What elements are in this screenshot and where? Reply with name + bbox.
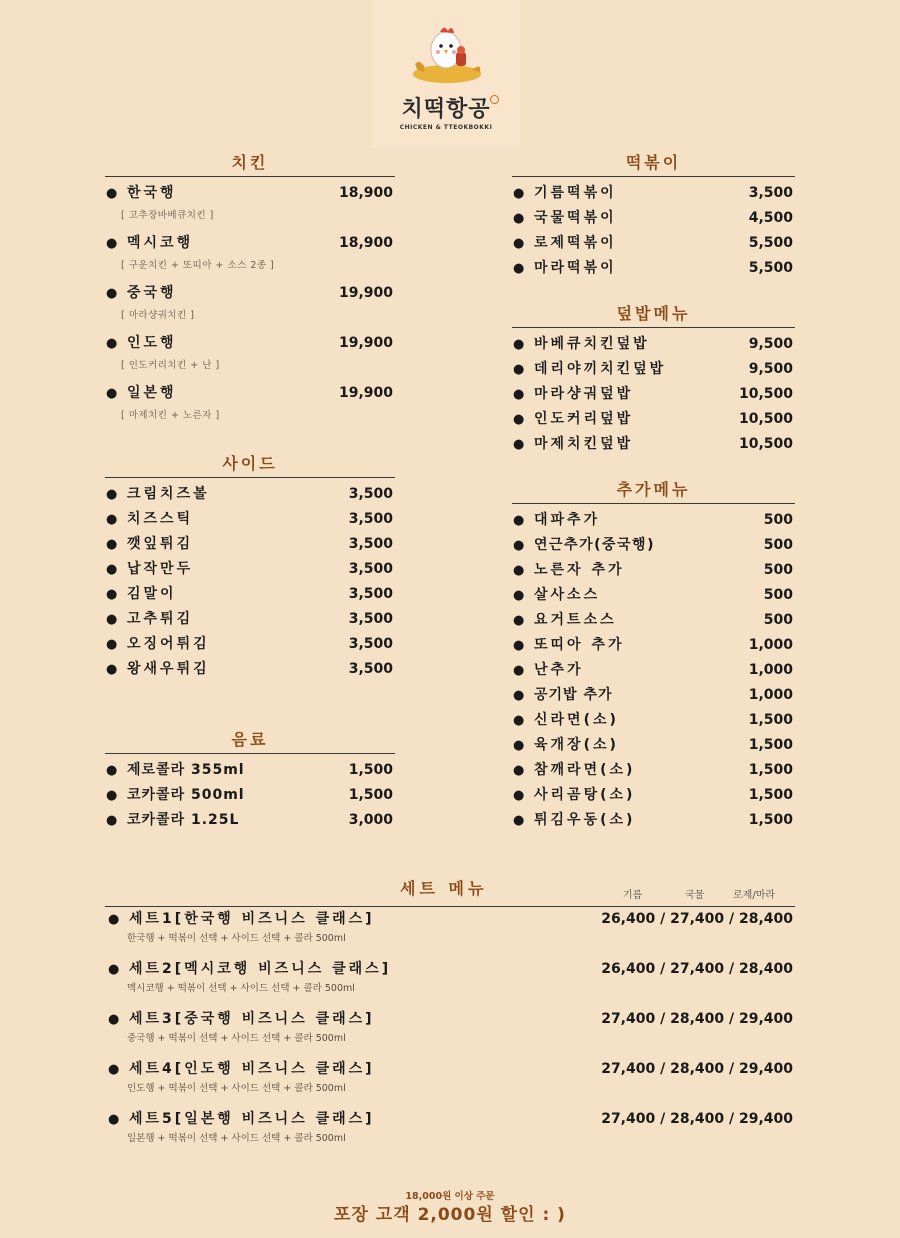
- set-col-label: 국물: [685, 890, 705, 901]
- logo: [372, 0, 520, 148]
- item-price: 1,000: [748, 637, 793, 653]
- menu-item: [512, 231, 795, 256]
- menu-item: [512, 808, 795, 833]
- menu-item: [105, 808, 395, 833]
- bullet: ●: [106, 763, 118, 778]
- set-col-label: 기름: [623, 890, 643, 901]
- bullet: ●: [513, 387, 525, 402]
- item-price: 1,500: [348, 787, 393, 803]
- item-price: 9,500: [748, 336, 793, 352]
- bullet: ●: [513, 236, 525, 251]
- bullet: ●: [106, 788, 118, 803]
- menu-item: [105, 582, 395, 607]
- set-name: 세트4[인도행 비즈니스 클래스]: [129, 1061, 375, 1077]
- item-desc: [ 마라샹궈치킨 ]: [121, 310, 195, 321]
- item-price: 19,900: [338, 335, 393, 351]
- item-price: 1,500: [748, 787, 793, 803]
- menu-item: [105, 231, 395, 281]
- item-name: 치즈스틱: [127, 511, 194, 527]
- bullet: ●: [513, 412, 525, 427]
- item-desc: [ 고추장바베큐치킨 ]: [121, 210, 214, 221]
- item-name: 사리곰탕(소): [534, 787, 636, 803]
- item-name: 제로콜라 355ml: [127, 762, 245, 778]
- bullet: ●: [106, 336, 118, 351]
- set-name: 세트3[중국행 비즈니스 클래스]: [129, 1011, 375, 1027]
- item-price: 1,500: [748, 712, 793, 728]
- item-price: 3,500: [348, 561, 393, 577]
- extra-title: 추가메뉴: [616, 480, 691, 499]
- side-section: [105, 451, 395, 682]
- item-name: 난추가: [534, 662, 584, 678]
- set-name: 세트2[멕시코행 비즈니스 클래스]: [129, 961, 392, 977]
- bullet: ●: [513, 638, 525, 653]
- item-price: 3,500: [348, 511, 393, 527]
- item-price: 500: [763, 562, 793, 578]
- chicken-mascot-icon: [410, 12, 484, 92]
- item-price: 10,500: [738, 411, 793, 427]
- item-price: 5,500: [748, 260, 793, 276]
- item-price: 3,500: [748, 185, 793, 201]
- drink-section: [105, 727, 395, 833]
- set-col-label: 로제/마라: [733, 890, 776, 901]
- item-name: 코카콜라 500ml: [127, 787, 245, 803]
- item-price: 4,500: [748, 210, 793, 226]
- item-desc: [ 구운치킨 + 또띠아 + 소스 2종 ]: [121, 260, 275, 271]
- item-name: 김말이: [127, 586, 177, 602]
- drink-title: 음료: [231, 730, 269, 749]
- menu-item: [105, 657, 395, 682]
- menu-item: [512, 758, 795, 783]
- brand-name: 치떡항공: [401, 97, 491, 122]
- bullet: ●: [106, 512, 118, 527]
- set-desc: 일본행 + 떡볶이 선택 + 사이드 선택 + 콜라 500ml: [127, 1133, 346, 1144]
- menu-item: [105, 507, 395, 532]
- extra-section: [512, 477, 795, 833]
- item-name: 중국행: [127, 285, 177, 301]
- item-price: 1,500: [748, 812, 793, 828]
- divider: [512, 503, 795, 504]
- menu-item: [105, 607, 395, 632]
- chicken-section: [105, 150, 395, 431]
- bullet: ●: [106, 236, 118, 251]
- menu-item: [105, 181, 395, 231]
- bullet: ●: [513, 788, 525, 803]
- bullet: ●: [106, 587, 118, 602]
- menu-item: [512, 533, 795, 558]
- side-title: 사이드: [222, 454, 278, 473]
- item-name: 연근추가(중국행): [534, 537, 655, 553]
- menu-item: [512, 407, 795, 432]
- item-name: 또띠아 추가: [534, 637, 625, 653]
- item-name: 오징어튀김: [127, 636, 210, 652]
- menu-item: [512, 382, 795, 407]
- set-price: 26,400 / 27,400 / 28,400: [601, 911, 793, 927]
- menu-item: [512, 708, 795, 733]
- item-name: 대파추가: [534, 512, 601, 528]
- item-name: 튀김우동(소): [534, 812, 636, 828]
- bullet: ●: [106, 386, 118, 401]
- item-desc: [ 마제치킨 + 노른자 ]: [121, 410, 220, 421]
- menu-item: [105, 758, 395, 783]
- bullet: ●: [106, 637, 118, 652]
- bullet: ●: [106, 286, 118, 301]
- rice-section: [512, 301, 795, 457]
- item-name: 납작만두: [127, 561, 194, 577]
- bullet: ●: [513, 688, 525, 703]
- bullet: ●: [106, 186, 118, 201]
- item-name: 바베큐치킨덮밥: [534, 336, 650, 352]
- set-desc: 멕시코행 + 떡볶이 선택 + 사이드 선택 + 콜라 500ml: [127, 983, 355, 994]
- menu-item: [512, 206, 795, 231]
- item-name: 국물떡볶이: [534, 210, 617, 226]
- set-price: 27,400 / 28,400 / 29,400: [601, 1061, 793, 1077]
- menu-item: [105, 532, 395, 557]
- item-name: 데리야끼치킨덮밥: [534, 361, 667, 377]
- bullet: ●: [513, 588, 525, 603]
- item-name: 참깨라면(소): [534, 762, 636, 778]
- item-name: 로제떡볶이: [534, 235, 617, 251]
- menu-item: [512, 508, 795, 533]
- bullet: ●: [513, 261, 525, 276]
- set-item: [105, 907, 795, 957]
- item-name: 살사소스: [534, 587, 601, 603]
- bullet: ●: [513, 663, 525, 678]
- menu-item: [512, 181, 795, 206]
- set-price: 26,400 / 27,400 / 28,400: [601, 961, 793, 977]
- item-name: 인도행: [127, 335, 177, 351]
- menu-item: [512, 332, 795, 357]
- menu-item: [105, 281, 395, 331]
- item-price: 1,000: [748, 687, 793, 703]
- item-price: 3,500: [348, 661, 393, 677]
- bullet: ●: [108, 1112, 120, 1127]
- bullet: ●: [108, 962, 120, 977]
- chicken-title: 치킨: [231, 153, 269, 172]
- item-price: 3,500: [348, 486, 393, 502]
- set-item: [105, 957, 795, 1007]
- bullet: ●: [108, 1012, 120, 1027]
- item-name: 코카콜라 1.25L: [127, 812, 240, 828]
- bullet: ●: [513, 211, 525, 226]
- menu-item: [512, 658, 795, 683]
- item-name: 깻잎튀김: [127, 536, 194, 552]
- menu-item: [512, 432, 795, 457]
- item-price: 500: [763, 512, 793, 528]
- menu-item: [512, 783, 795, 808]
- menu-item: [105, 783, 395, 808]
- set-item: [105, 1057, 795, 1107]
- menu-item: [105, 557, 395, 582]
- bullet: ●: [513, 563, 525, 578]
- set-menu-title: 세트 메뉴: [400, 879, 488, 898]
- bullet: ●: [106, 487, 118, 502]
- menu-item: [105, 482, 395, 507]
- bullet: ●: [513, 738, 525, 753]
- set-item: [105, 1107, 795, 1157]
- item-name: 크림치즈볼: [127, 486, 210, 502]
- bullet: ●: [513, 813, 525, 828]
- bullet: ●: [513, 763, 525, 778]
- item-price: 5,500: [748, 235, 793, 251]
- item-price: 3,500: [348, 636, 393, 652]
- item-name: 육개장(소): [534, 737, 619, 753]
- item-price: 10,500: [738, 386, 793, 402]
- menu-item: [512, 733, 795, 758]
- divider: [105, 477, 395, 478]
- item-name: 왕새우튀김: [127, 661, 210, 677]
- item-name: 고추튀김: [127, 611, 194, 627]
- menu-item: [512, 683, 795, 708]
- item-price: 500: [763, 612, 793, 628]
- item-name: 신라면(소): [534, 712, 619, 728]
- menu-item: [512, 558, 795, 583]
- item-price: 19,900: [338, 285, 393, 301]
- item-name: 멕시코행: [127, 235, 194, 251]
- item-name: 노른자 추가: [534, 562, 625, 578]
- menu-item: [512, 357, 795, 382]
- menu-item: [105, 381, 395, 431]
- set-price: 27,400 / 28,400 / 29,400: [601, 1011, 793, 1027]
- menu-item: [512, 608, 795, 633]
- menu-item: [105, 632, 395, 657]
- divider: [105, 176, 395, 177]
- brand-subtitle: CHICKEN & TTEOKBOKKI: [399, 124, 493, 131]
- item-price: 500: [763, 587, 793, 603]
- bullet: ●: [106, 813, 118, 828]
- item-price: 3,000: [348, 812, 393, 828]
- item-price: 19,900: [338, 385, 393, 401]
- bullet: ●: [513, 437, 525, 452]
- item-price: 9,500: [748, 361, 793, 377]
- item-price: 1,500: [348, 762, 393, 778]
- tteokbokki-section: [512, 150, 795, 281]
- bullet: ●: [106, 562, 118, 577]
- item-price: 3,500: [348, 536, 393, 552]
- bullet: ●: [108, 1062, 120, 1077]
- item-price: 18,900: [338, 185, 393, 201]
- bullet: ●: [513, 613, 525, 628]
- bullet: ●: [513, 713, 525, 728]
- bullet: ●: [108, 912, 120, 927]
- item-name: 인도커리덮밥: [534, 411, 634, 427]
- item-price: 1,500: [748, 737, 793, 753]
- bullet: ●: [513, 538, 525, 553]
- set-price: 27,400 / 28,400 / 29,400: [601, 1111, 793, 1127]
- tteokbokki-title: 떡볶이: [625, 153, 682, 172]
- menu-item: [512, 256, 795, 281]
- item-price: 3,500: [348, 611, 393, 627]
- set-name: 세트1[한국행 비즈니스 클래스]: [129, 911, 375, 927]
- item-price: 1,000: [748, 662, 793, 678]
- footer-discount: 포장 고객 2,000원 할인 : ): [334, 1205, 566, 1225]
- item-name: 요거트소스: [534, 612, 617, 628]
- set-name: 세트5[일본행 비즈니스 클래스]: [129, 1111, 375, 1127]
- rice-title: 덮밥메뉴: [616, 304, 691, 323]
- menu-item: [105, 331, 395, 381]
- item-price: 18,900: [338, 235, 393, 251]
- bullet: ●: [513, 186, 525, 201]
- footer-condition: 18,000원 이상 주문: [405, 1191, 495, 1202]
- menu-item: [512, 583, 795, 608]
- item-name: 마제치킨덮밥: [534, 436, 634, 452]
- set-item: [105, 1007, 795, 1057]
- bullet: ●: [106, 612, 118, 627]
- bullet: ●: [513, 337, 525, 352]
- item-name: 일본행: [127, 385, 177, 401]
- item-name: 공기밥 추가: [534, 687, 613, 703]
- item-price: 500: [763, 537, 793, 553]
- item-name: 기름떡볶이: [534, 185, 617, 201]
- item-price: 3,500: [348, 586, 393, 602]
- item-desc: [ 인도커리치킨 + 난 ]: [121, 360, 220, 371]
- item-price: 10,500: [738, 436, 793, 452]
- item-name: 마라떡볶이: [534, 260, 617, 276]
- set-desc: 중국행 + 떡볶이 선택 + 사이드 선택 + 콜라 500ml: [127, 1033, 346, 1044]
- set-desc: 인도행 + 떡볶이 선택 + 사이드 선택 + 콜라 500ml: [127, 1083, 346, 1094]
- item-name: 한국행: [127, 185, 177, 201]
- registered-mark: [490, 95, 499, 104]
- divider: [512, 176, 795, 177]
- divider: [512, 327, 795, 328]
- menu-item: [512, 633, 795, 658]
- bullet: ●: [106, 537, 118, 552]
- item-price: 1,500: [748, 762, 793, 778]
- set-desc: 한국행 + 떡볶이 선택 + 사이드 선택 + 콜라 500ml: [127, 933, 346, 944]
- bullet: ●: [513, 513, 525, 528]
- divider: [105, 753, 395, 754]
- item-name: 마라샹궈덮밥: [534, 386, 634, 402]
- bullet: ●: [106, 662, 118, 677]
- bullet: ●: [513, 362, 525, 377]
